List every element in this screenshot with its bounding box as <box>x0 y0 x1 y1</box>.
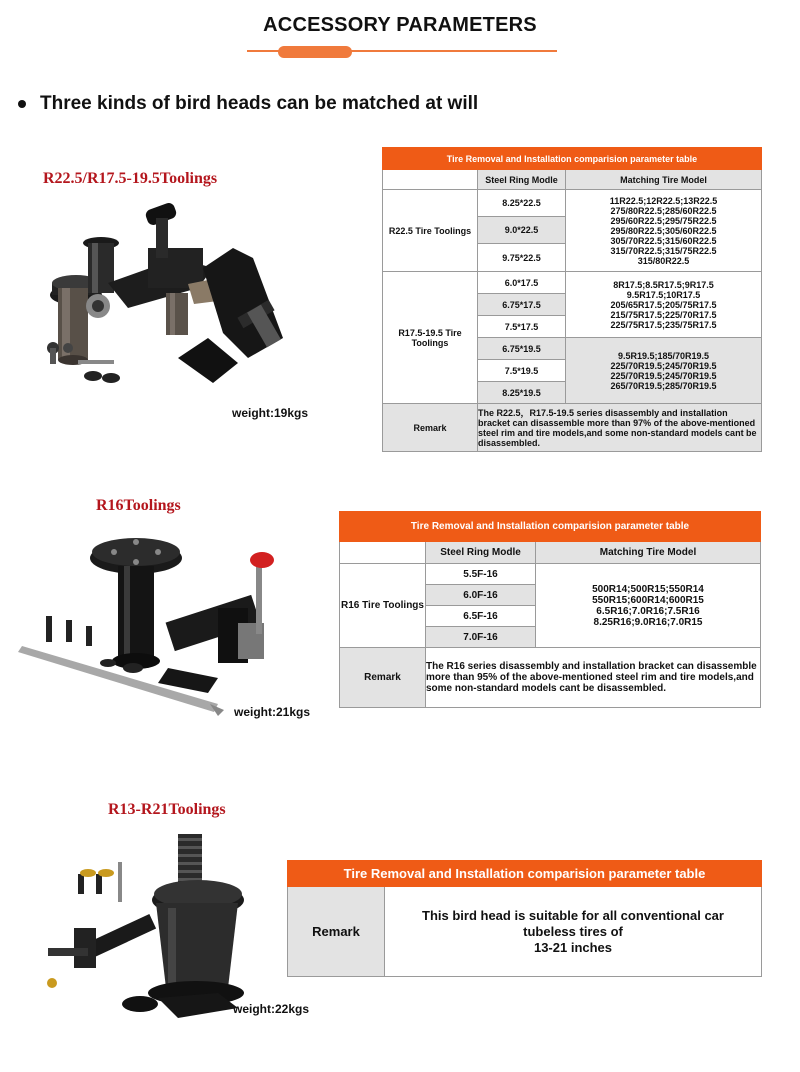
ring-cell: 6.75*17.5 <box>478 294 566 316</box>
intro-text: Three kinds of bird heads can be matched at will <box>40 93 479 114</box>
bullet-icon <box>18 100 26 108</box>
section3-parameter-table <box>287 860 762 977</box>
ring-cell: 7.5*17.5 <box>478 316 566 338</box>
r16-tooling-image <box>18 528 298 728</box>
ring-cell: 8.25*22.5 <box>478 190 566 217</box>
section3-title: R13-R21Toolings <box>108 801 226 818</box>
ring-cell: 7.5*19.5 <box>478 360 566 382</box>
section3-weight: weight:22kgs <box>233 1002 310 1016</box>
ring-cell: 8.25*19.5 <box>478 382 566 404</box>
ring-cell: 6.5F-16 <box>426 606 536 627</box>
table-title: Tire Removal and Installation comparision parameter table <box>288 861 762 887</box>
r22-tooling-image <box>38 188 298 398</box>
models-cell: 500R14;500R15;550R14 550R15;600R14;600R15 6.5R16;7.0R16;7.5R16 8.25R16;9.0R16;7.0R15 <box>536 564 761 648</box>
table-title: Tire Removal and Installation comparision parameter table <box>340 512 761 542</box>
group-label: R22.5 Tire Toolings <box>383 190 478 272</box>
intro-line <box>18 93 478 115</box>
ring-cell: 6.0F-16 <box>426 585 536 606</box>
column-header-ring: Steel Ring Modle <box>478 170 566 190</box>
ring-cell: 6.0*17.5 <box>478 272 566 294</box>
ring-cell: 7.0F-16 <box>426 627 536 648</box>
remark-label: Remark <box>288 887 385 977</box>
remark-label: Remark <box>383 404 478 452</box>
models-cell: 9.5R19.5;185/70R19.5 225/70R19.5;245/70R19.5 225/70R19.5;245/70R19.5 265/70R19.5;285/70R19.5 <box>566 338 762 404</box>
models-cell: 11R22.5;12R22.5;13R22.5 275/80R22.5;285/60R22.5 295/60R22.5;295/75R22.5 295/80R22.5;305/60R22.5 305/70R22.5;315/60R22.5 315/70R22.5;315/75R22.5 315/80R22.5 <box>566 190 762 272</box>
models-cell: 8R17.5;8.5R17.5;9R17.5 9.5R17.5;10R17.5 205/65R17.5;205/75R17.5 215/75R17.5;225/70R17.5 225/75R17.5;235/75R17.5 <box>566 272 762 338</box>
group-label: R16 Tire Toolings <box>340 564 426 648</box>
column-header-model: Matching Tire Model <box>566 170 762 190</box>
remark-text: The R16 series disassembly and installation bracket can disassemble more than 95% of the above-mentioned steel rim and tire models,and some non-standard models cant be disassembled. <box>426 648 761 708</box>
remark-text: The R22.5，R17.5-19.5 series disassembly and installation bracket can disassemble more than 97% of the above-mentioned steel rim and tire models,and some non-standard models cant be disassembled. <box>478 404 762 452</box>
section1-weight: weight:19kgs <box>232 406 309 420</box>
title-accent-pill <box>278 46 352 58</box>
ring-cell: 5.5F-16 <box>426 564 536 585</box>
remark-label: Remark <box>340 648 426 708</box>
section2-weight: weight:21kgs <box>234 705 311 719</box>
column-header-model: Matching Tire Model <box>536 542 761 564</box>
column-header-ring: Steel Ring Modle <box>426 542 536 564</box>
table-title: Tire Removal and Installation comparision parameter table <box>383 148 762 170</box>
remark-text: This bird head is suitable for all conventional car tubeless tires of 13-21 inches <box>385 887 762 977</box>
page-title: ACCESSORY PARAMETERS <box>263 14 537 36</box>
section2-parameter-table <box>339 511 761 708</box>
section2-title: R16Toolings <box>96 497 181 514</box>
ring-cell: 6.75*19.5 <box>478 338 566 360</box>
section1-parameter-table <box>382 147 762 452</box>
group-label: R17.5-19.5 Tire Toolings <box>383 272 478 404</box>
ring-cell: 9.75*22.5 <box>478 244 566 272</box>
section1-title: R22.5/R17.5-19.5Toolings <box>43 170 218 187</box>
ring-cell: 9.0*22.5 <box>478 217 566 244</box>
